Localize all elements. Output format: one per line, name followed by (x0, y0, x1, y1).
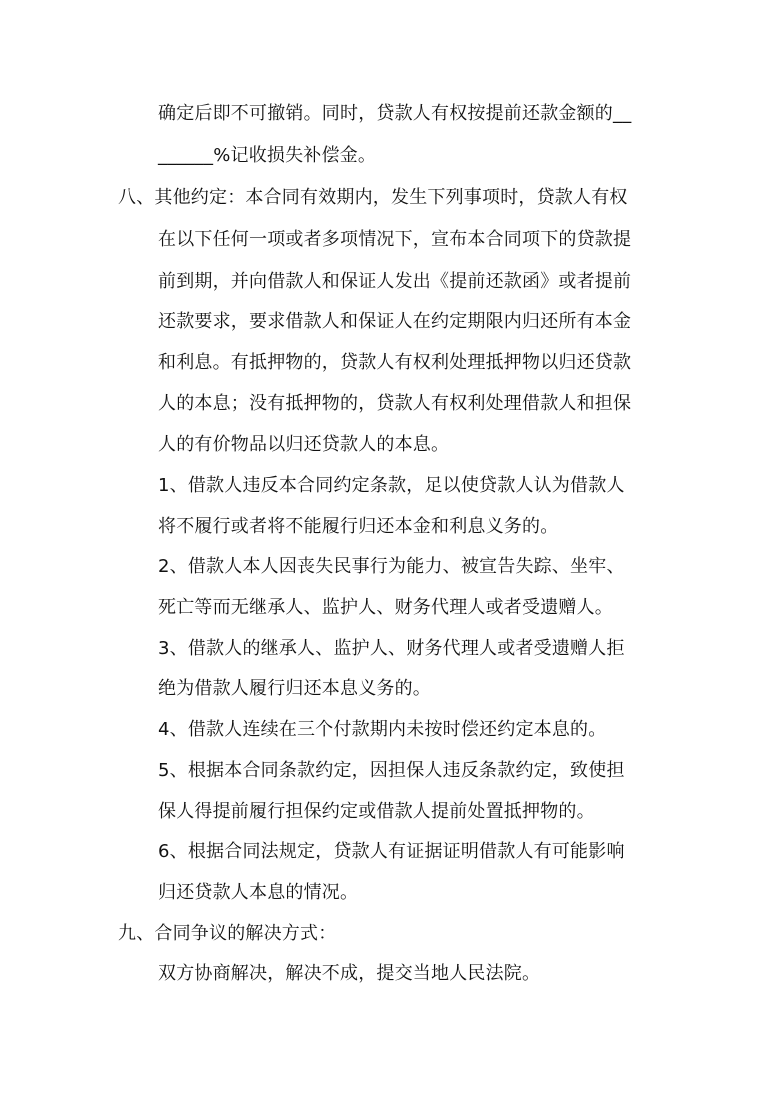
text-line: 确定后即不可撤销。同时，贷款人有权按提前还款金额的__ (158, 103, 632, 124)
list-item-5: 5、根据本合同条款约定，因担保人违反条款约定，致使担 (158, 760, 625, 781)
text-line: 人的本息；没有抵押物的，贷款人有权利处理借款人和担保 (158, 393, 632, 414)
list-item-3: 3、借款人的继承人、监护人、财务代理人或者受遗赠人拒 (158, 638, 625, 659)
text-line: 人的有价物品以归还贷款人的本息。 (158, 434, 450, 455)
text-line: 还款要求，要求借款人和保证人在约定期限内归还所有本金 (158, 311, 632, 332)
list-item-4: 4、借款人连续在三个付款期内未按时偿还约定本息的。 (158, 719, 607, 740)
text-line: 和利息。有抵押物的，贷款人有权利处理抵押物以归还贷款 (158, 352, 632, 373)
text-line: 保人得提前履行担保约定或借款人提前处置抵押物的。 (158, 801, 595, 822)
list-item-6: 6、根据合同法规定，贷款人有证据证明借款人有可能影响 (158, 841, 625, 862)
text-line: 归还贷款人本息的情况。 (158, 882, 359, 903)
text-line: 双方协商解决，解决不成，提交当地人民法院。 (158, 963, 541, 984)
text-line: 前到期，并向借款人和保证人发出《提前还款函》或者提前 (158, 271, 632, 292)
list-item-2: 2、借款人本人因丧失民事行为能力、被宣告失踪、坐牢、 (158, 556, 625, 577)
text-line: 绝为借款人履行归还本息义务的。 (158, 678, 431, 699)
section-heading-eight: 八、其他约定：本合同有效期内，发生下列事项时，贷款人有权 (118, 187, 628, 208)
text-line: 在以下任何一项或者多项情况下，宣布本合同项下的贷款提 (158, 229, 632, 250)
list-item-1: 1、借款人违反本合同约定条款，足以使贷款人认为借款人 (158, 475, 625, 496)
text-line: 将不履行或者将不能履行归还本金和利息义务的。 (158, 516, 559, 537)
text-line: ______%记收损失补偿金。 (158, 145, 377, 166)
section-heading-nine: 九、合同争议的解决方式： (118, 923, 337, 944)
text-line: 死亡等而无继承人、监护人、财务代理人或者受遗赠人。 (158, 597, 613, 618)
